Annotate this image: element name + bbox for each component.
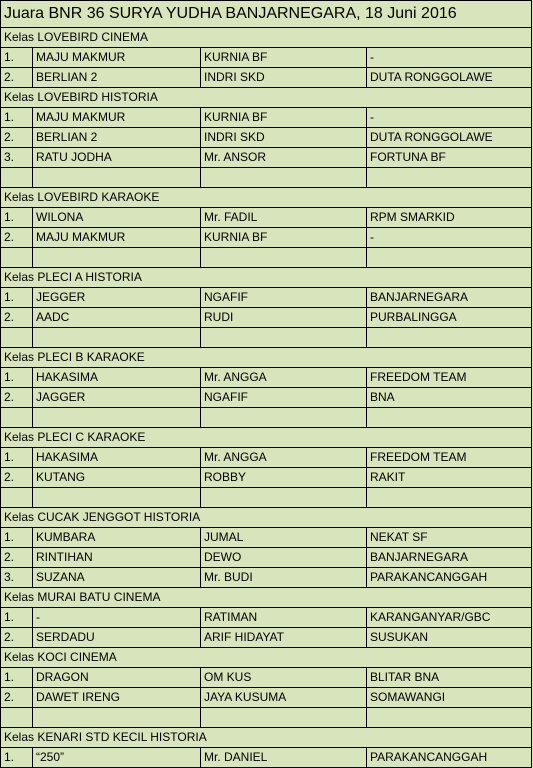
result-row <box>1 548 532 568</box>
owner-cell[interactable]: JUMAL <box>201 528 367 548</box>
class-heading-row <box>1 508 532 528</box>
owner-cell[interactable]: Mr. FADIL <box>201 208 367 228</box>
bird-name-cell[interactable]: AADC <box>33 308 201 328</box>
class-heading-row <box>1 88 532 108</box>
rank-cell[interactable]: 1. <box>1 528 33 548</box>
team-cell[interactable]: PARAKANCANGGAH <box>367 748 532 768</box>
result-row <box>1 748 532 768</box>
rank-cell[interactable]: 2. <box>1 468 33 488</box>
result-row <box>1 128 532 148</box>
empty-cell[interactable] <box>1 408 33 428</box>
empty-cell[interactable] <box>201 708 367 728</box>
result-row <box>1 528 532 548</box>
team-cell[interactable]: BLITAR BNA <box>367 668 532 688</box>
owner-cell[interactable]: RATIMAN <box>201 608 367 628</box>
empty-cell[interactable] <box>1 488 33 508</box>
class-heading-row <box>1 188 532 208</box>
owner-cell[interactable]: DEWO <box>201 548 367 568</box>
empty-cell[interactable] <box>367 248 532 268</box>
rank-cell[interactable]: 2. <box>1 128 33 148</box>
bird-name-cell[interactable]: MAJU MAKMUR <box>33 48 201 68</box>
team-cell[interactable]: SUSUKAN <box>367 628 532 648</box>
result-row <box>1 468 532 488</box>
rank-cell[interactable]: 1. <box>1 448 33 468</box>
rank-cell[interactable]: 3. <box>1 148 33 168</box>
team-cell[interactable]: RPM SMARKID <box>367 208 532 228</box>
sheet-title[interactable]: Juara BNR 36 SURYA YUDHA BANJARNEGARA, 18 Juni 2016 <box>1 1 532 28</box>
empty-cell[interactable] <box>367 408 532 428</box>
bird-name-cell[interactable]: BERLIAN 2 <box>33 68 201 88</box>
team-cell[interactable]: KARANGANYAR/GBC <box>367 608 532 628</box>
bird-name-cell[interactable]: KUTANG <box>33 468 201 488</box>
bird-name-cell[interactable]: “250” <box>33 748 201 768</box>
team-cell[interactable]: RAKIT <box>367 468 532 488</box>
class-heading[interactable]: Kelas PLECI C KARAOKE <box>1 428 532 448</box>
class-heading-row <box>1 348 532 368</box>
class-heading-row <box>1 728 532 748</box>
blank-row <box>1 408 532 428</box>
owner-cell[interactable]: JAYA KUSUMA <box>201 688 367 708</box>
class-heading[interactable]: Kelas CUCAK JENGGOT HISTORIA <box>1 508 532 528</box>
class-heading-row <box>1 428 532 448</box>
result-row <box>1 668 532 688</box>
owner-cell[interactable]: KURNIA BF <box>201 228 367 248</box>
bird-name-cell[interactable]: HAKASIMA <box>33 448 201 468</box>
class-heading[interactable]: Kelas KOCI CINEMA <box>1 648 532 668</box>
team-cell[interactable]: NEKAT SF <box>367 528 532 548</box>
bird-name-cell[interactable]: RINTIHAN <box>33 548 201 568</box>
empty-cell[interactable] <box>33 408 201 428</box>
team-cell[interactable]: SOMAWANGI <box>367 688 532 708</box>
team-cell[interactable]: BNA <box>367 388 532 408</box>
rank-cell[interactable]: 1. <box>1 368 33 388</box>
owner-cell[interactable]: Mr. DANIEL <box>201 748 367 768</box>
result-row <box>1 628 532 648</box>
team-cell[interactable]: DUTA RONGGOLAWE <box>367 68 532 88</box>
bird-name-cell[interactable]: KUMBARA <box>33 528 201 548</box>
blank-row <box>1 328 532 348</box>
empty-cell[interactable] <box>1 168 33 188</box>
owner-cell[interactable]: INDRI SKD <box>201 128 367 148</box>
rank-cell[interactable]: 2. <box>1 688 33 708</box>
result-row <box>1 68 532 88</box>
bird-name-cell[interactable]: MAJU MAKMUR <box>33 228 201 248</box>
result-row <box>1 48 532 68</box>
class-heading[interactable]: Kelas PLECI B KARAOKE <box>1 348 532 368</box>
result-row <box>1 308 532 328</box>
bird-name-cell[interactable]: JEGGER <box>33 288 201 308</box>
owner-cell[interactable]: INDRI SKD <box>201 68 367 88</box>
result-row <box>1 368 532 388</box>
owner-cell[interactable]: NGAFIF <box>201 388 367 408</box>
owner-cell[interactable]: Mr. ANGGA <box>201 448 367 468</box>
class-heading-row <box>1 268 532 288</box>
empty-cell[interactable] <box>201 488 367 508</box>
result-row <box>1 228 532 248</box>
bird-name-cell[interactable]: BERLIAN 2 <box>33 128 201 148</box>
owner-cell[interactable]: ARIF HIDAYAT <box>201 628 367 648</box>
empty-cell[interactable] <box>33 168 201 188</box>
blank-row <box>1 248 532 268</box>
bird-name-cell[interactable]: SERDADU <box>33 628 201 648</box>
team-cell[interactable]: DUTA RONGGOLAWE <box>367 128 532 148</box>
result-row <box>1 448 532 468</box>
result-row <box>1 388 532 408</box>
rank-cell[interactable]: 2. <box>1 548 33 568</box>
bird-name-cell[interactable]: DRAGON <box>33 668 201 688</box>
result-row <box>1 568 532 588</box>
empty-cell[interactable] <box>1 328 33 348</box>
class-heading[interactable]: Kelas LOVEBIRD HISTORIA <box>1 88 532 108</box>
rank-cell[interactable]: 2. <box>1 388 33 408</box>
empty-cell[interactable] <box>201 248 367 268</box>
bird-name-cell[interactable]: - <box>33 608 201 628</box>
owner-cell[interactable]: RUDI <box>201 308 367 328</box>
rank-cell[interactable]: 1. <box>1 288 33 308</box>
empty-cell[interactable] <box>33 248 201 268</box>
owner-cell[interactable]: ROBBY <box>201 468 367 488</box>
rank-cell[interactable]: 2. <box>1 628 33 648</box>
bird-name-cell[interactable]: MAJU MAKMUR <box>33 108 201 128</box>
class-heading[interactable]: Kelas MURAI BATU CINEMA <box>1 588 532 608</box>
team-cell[interactable]: PARAKANCANGGAH <box>367 568 532 588</box>
rank-cell[interactable]: 1. <box>1 748 33 768</box>
bird-name-cell[interactable]: RATU JODHA <box>33 148 201 168</box>
team-cell[interactable]: - <box>367 108 532 128</box>
owner-cell[interactable]: KURNIA BF <box>201 108 367 128</box>
result-row <box>1 148 532 168</box>
team-cell[interactable]: - <box>367 48 532 68</box>
class-heading[interactable]: Kelas LOVEBIRD CINEMA <box>1 28 532 48</box>
team-cell[interactable]: FREEDOM TEAM <box>367 448 532 468</box>
rank-cell[interactable]: 3. <box>1 568 33 588</box>
team-cell[interactable]: FREEDOM TEAM <box>367 368 532 388</box>
class-heading[interactable]: Kelas LOVEBIRD KARAOKE <box>1 188 532 208</box>
bird-name-cell[interactable]: JAGGER <box>33 388 201 408</box>
blank-row <box>1 488 532 508</box>
owner-cell[interactable]: Mr. ANSOR <box>201 148 367 168</box>
rank-cell[interactable]: 2. <box>1 308 33 328</box>
empty-cell[interactable] <box>367 168 532 188</box>
empty-cell[interactable] <box>1 708 33 728</box>
team-cell[interactable]: BANJARNEGARA <box>367 288 532 308</box>
result-row <box>1 108 532 128</box>
team-cell[interactable]: FORTUNA BF <box>367 148 532 168</box>
blank-row <box>1 168 532 188</box>
owner-cell[interactable]: OM KUS <box>201 668 367 688</box>
owner-cell[interactable]: NGAFIF <box>201 288 367 308</box>
empty-cell[interactable] <box>1 248 33 268</box>
empty-cell[interactable] <box>201 328 367 348</box>
result-row <box>1 608 532 628</box>
team-cell[interactable]: PURBALINGGA <box>367 308 532 328</box>
class-heading-row <box>1 588 532 608</box>
empty-cell[interactable] <box>367 708 532 728</box>
rank-cell[interactable]: 1. <box>1 108 33 128</box>
empty-cell[interactable] <box>33 708 201 728</box>
rank-cell[interactable]: 2. <box>1 68 33 88</box>
class-heading-row <box>1 648 532 668</box>
rank-cell[interactable]: 1. <box>1 608 33 628</box>
blank-row <box>1 708 532 728</box>
bird-name-cell[interactable]: WILONA <box>33 208 201 228</box>
rank-cell[interactable]: 1. <box>1 48 33 68</box>
rank-cell[interactable]: 1. <box>1 668 33 688</box>
team-cell[interactable]: BANJARNEGARA <box>367 548 532 568</box>
empty-cell[interactable] <box>201 168 367 188</box>
bird-name-cell[interactable]: DAWET IRENG <box>33 688 201 708</box>
owner-cell[interactable]: Mr. BUDI <box>201 568 367 588</box>
empty-cell[interactable] <box>201 408 367 428</box>
bird-name-cell[interactable]: HAKASIMA <box>33 368 201 388</box>
class-heading[interactable]: Kelas KENARI STD KECIL HISTORIA <box>1 728 532 748</box>
team-cell[interactable]: - <box>367 228 532 248</box>
rank-cell[interactable]: 2. <box>1 228 33 248</box>
owner-cell[interactable]: KURNIA BF <box>201 48 367 68</box>
result-row <box>1 688 532 708</box>
empty-cell[interactable] <box>367 328 532 348</box>
results-table <box>1 28 532 768</box>
class-heading-row <box>1 28 532 48</box>
rank-cell[interactable]: 1. <box>1 208 33 228</box>
empty-cell[interactable] <box>33 488 201 508</box>
bird-name-cell[interactable]: SUZANA <box>33 568 201 588</box>
empty-cell[interactable] <box>33 328 201 348</box>
owner-cell[interactable]: Mr. ANGGA <box>201 368 367 388</box>
class-heading[interactable]: Kelas PLECI A HISTORIA <box>1 268 532 288</box>
empty-cell[interactable] <box>367 488 532 508</box>
result-row <box>1 288 532 308</box>
result-row <box>1 208 532 228</box>
